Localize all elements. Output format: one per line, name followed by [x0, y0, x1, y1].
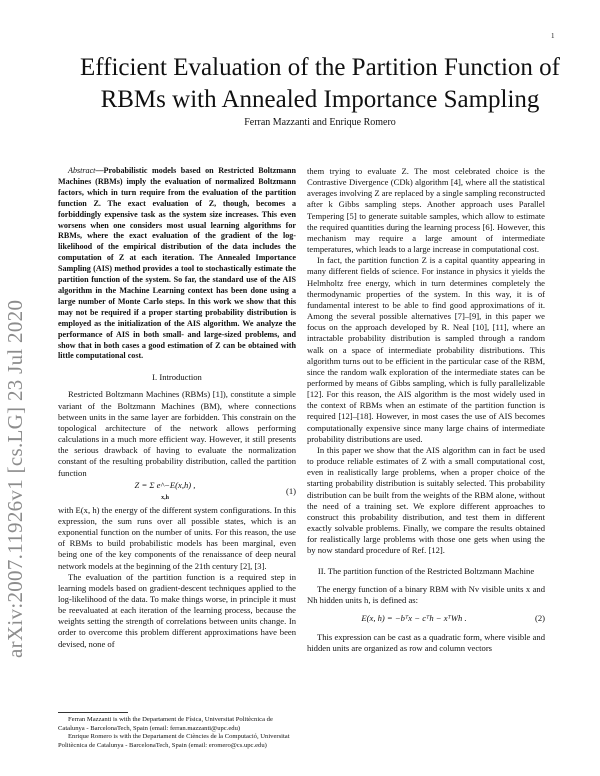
- page-number: 1: [551, 32, 555, 40]
- footnotes: [58, 716, 296, 750]
- abstract: [58, 166, 296, 362]
- paper-title: [40, 52, 600, 116]
- equation-1-subscript: x,h: [161, 494, 169, 501]
- right-paragraph-1: them trying to evaluate Z. The most celebrated choice is the Contrastive Divergence (CDk) algorithm [4], where all the statistical averages involving Z are replaced by a single sampling reconstructed after k Gibbs sampling steps. Another approach uses Parallel Tempering [5] to generate suitable samples, which allow to estimate the required quantities during the learning process [6]. However, this mechanism may require a large amount of intermediate temperatures, which leads to a large increase in computational cost.: [307, 166, 545, 255]
- right-paragraph-3: In this paper we show that the AIS algorithm can in fact be used to produce reliable estimates of Z with a small computational cost, even in realistically large problems, when a proper choice of the starting probability distribution is suitably selected. This probability distribution can be built from the weights of the RBM alone, without the need of a training set. We explore different approaches to construct this probability distribution, and test them in different exactly solvable problems. Finally, we compare the results obtained for realistically large problems with those one gets when using the by now standard procedure of Ref. [12].: [307, 444, 545, 556]
- intro-paragraph-2: with E(x, h) the energy of the different system configurations. In this expression, the sum runs over all possible states, which is an exponential function on the number of units. For this reason, the use of RBMs to build probabilistic models has been marginal, even being one of the key components of the renaissance of deep neural network models at the beginning of the 21th century [2], [3].: [58, 504, 296, 571]
- left-column: [58, 166, 296, 650]
- equation-1-expression: Z = Σ e^−E(x,h) , x,h: [134, 479, 196, 501]
- section-2-heading: II. The partition function of the Restricted Boltzmann Machine: [317, 566, 535, 577]
- abstract-lead: Abstract: [68, 166, 96, 175]
- equation-1: [58, 479, 296, 505]
- equation-2-expression: E(x, h) = −bᵀx − cᵀh − xᵀWh .: [361, 613, 467, 624]
- equation-2-number: (2): [534, 613, 545, 624]
- intro-paragraph-1: Restricted Boltzmann Machines (RBMs) [1]), constitute a simple variant of the Boltzmann Machines (BM), where connections between units in the same layer are forbidden. This constrain on the topological architecture of the network allows performing calculations in a much more efficient way. However, it still presents the serious drawback of having to evaluate the normalization constant of the resulting probability distribution, called the partition function: [58, 389, 296, 478]
- footnote-2: Enrique Romero is with the Departament de Ciències de la Computació, Universitat Politècnica de Catalunya - BarcelonaTech, Spain (email: eromero@cs.upc.edu): [58, 733, 290, 749]
- title-line-1: Efficient Evaluation of the Partition Function of: [80, 54, 560, 81]
- arxiv-identifier: arXiv:2007.11926v1 [cs.LG] 23 Jul 2020: [3, 299, 27, 658]
- section-2-paragraph-2: This expression can be cast as a quadratic form, where visible and hidden units are organized as row and column vectors: [307, 631, 545, 654]
- right-paragraph-2: In fact, the partition function Z is a capital quantity appearing in many different fields of science. For instance in physics it yields the Helmholtz free energy, which in turn determines completely the thermodynamic properties of the system. In this way, it is of fundamental interest to be able to find good approximations of it. Among the several possible alternatives [7]–[9], in this paper we focus on the approach developed by R. Neal [10], [11], where an intractable probability distribution is sampled through a random walk on a space of intermediate probability distributions. This algorithm turns out to be efficient in the particular case of the RBM, since the random walk exploration of the intermediate states can be performed by means of Gibbs sampling, which is fully parallelizable [12]. For this reason, the AIS algorithm is the most widely used in the context of RBMs when an estimate of the partition function is required [12]–[18]. However, in most cases the use of AIS becomes computationally expensive since many large chains of intermediate probability distributions are used.: [307, 255, 545, 444]
- equation-1-number: (1): [285, 486, 296, 497]
- intro-paragraph-3: The evaluation of the partition function is a required step in learning models based on gradient-descent techniques applied to the log-likelihood of the data. To make things worse, in principle it must be reevaluated at each iteration of the learning process, because the weights setting the strength of correlations between units change. In order to overcome this problem different approximations have been devised, none of: [58, 571, 296, 649]
- footnote-1: Ferran Mazzanti is with the Departament de Física, Universitat Politècnica de Catalunya - BarcelonaTech, Spain (email: ferran.mazzanti@upc.edu): [58, 716, 273, 732]
- footnote-rule: [58, 712, 128, 713]
- section-1-heading: I. Introduction: [152, 372, 202, 383]
- abstract-body: —Probabilistic models based on Restricted Boltzmann Machines (RBMs) imply the evaluation of normalized Boltzmann factors, which in turn require from the evaluation of the partition function Z. The exact evaluation of Z, though, becomes a forbiddingly expensive task as the system size increases. This even worsens when one considers most usual learning algorithms for RBMs, where the exact evaluation of the gradient of the log-likelihood of the empirical distribution of the data includes the computation of Z at each iteration. The Annealed Importance Sampling (AIS) method provides a tool to stochastically estimate the partition function of the system. So far, the standard use of the AIS algorithm in the Machine Learning context has been done using a large number of Monte Carlo steps. In this work we show that this may not be required if a proper starting probability distribution is employed as the initialization of the AIS algorithm. We analyze the performance of AIS in both small- and large-sized problems, and show that in both cases a good estimation of Z can be obtained with little computational cost.: [58, 166, 296, 361]
- title-line-2: RBMs with Annealed Importance Sampling: [100, 86, 540, 113]
- section-2-paragraph-1: The energy function of a binary RBM with Nv visible units x and Nh hidden units h, is defined as:: [307, 583, 545, 605]
- equation-2: [307, 606, 545, 632]
- right-column: [307, 166, 545, 654]
- authors: Ferran Mazzanti and Enrique Romero: [244, 117, 396, 128]
